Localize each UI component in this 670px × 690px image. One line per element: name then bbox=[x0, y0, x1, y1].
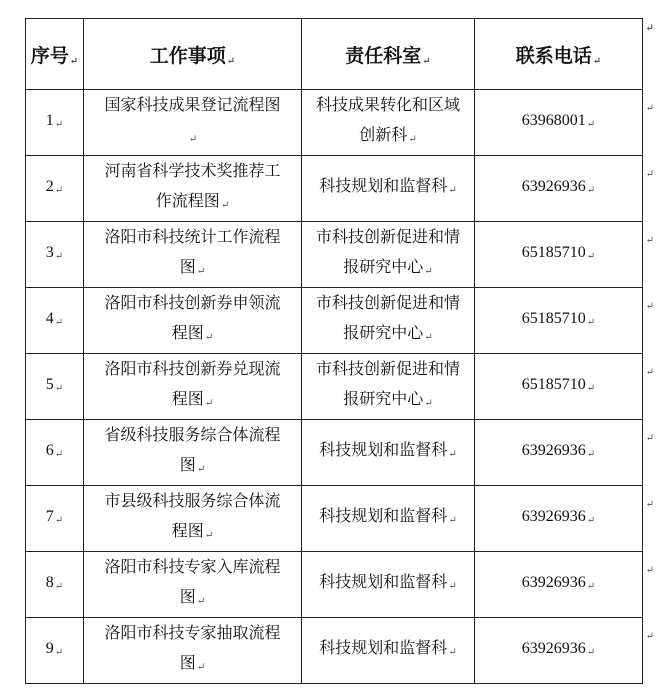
row-dept: 科技成果转化和区域创新科↵ bbox=[302, 90, 475, 156]
row-seq: 5↵ bbox=[26, 354, 84, 420]
row-seq: 2↵ bbox=[26, 156, 84, 222]
row-seq: 3↵ bbox=[26, 222, 84, 288]
row-item: 省级科技服务综合体流程图↵ bbox=[84, 420, 302, 486]
row-dept: 科技规划和监督科↵ bbox=[302, 618, 475, 684]
row-item: 河南省科学技术奖推荐工作流程图↵ bbox=[84, 156, 302, 222]
row-item: 洛阳市科技创新券兑现流程图↵ bbox=[84, 354, 302, 420]
table-row bbox=[26, 156, 643, 222]
row-item: 洛阳市科技统计工作流程图↵ bbox=[84, 222, 302, 288]
row-dept: 市科技创新促进和情报研究中心↵ bbox=[302, 222, 475, 288]
header-phone: 联系电话↵ ↵ bbox=[475, 19, 643, 90]
row-phone: 63968001↵ ↵ bbox=[475, 90, 643, 156]
row-seq: 1↵ bbox=[26, 90, 84, 156]
header-dept: 责任科室↵ bbox=[302, 19, 475, 90]
table-row bbox=[26, 486, 643, 552]
row-item: 洛阳市科技专家入库流程图↵ bbox=[84, 552, 302, 618]
table-row bbox=[26, 552, 643, 618]
row-dept: 科技规划和监督科↵ bbox=[302, 420, 475, 486]
contact-table bbox=[25, 18, 654, 684]
row-dept: 科技规划和监督科↵ bbox=[302, 156, 475, 222]
row-seq: 7↵ bbox=[26, 486, 84, 552]
row-phone: 63926936↵ ↵ bbox=[475, 552, 643, 618]
row-seq: 8↵ bbox=[26, 552, 84, 618]
header-seq: 序号↵ bbox=[26, 19, 84, 90]
row-dept: 科技规划和监督科↵ bbox=[302, 552, 475, 618]
table-row bbox=[26, 618, 643, 684]
table-row bbox=[26, 288, 643, 354]
row-phone: 65185710↵ ↵ bbox=[475, 288, 643, 354]
row-phone: 65185710↵ ↵ bbox=[475, 222, 643, 288]
row-phone: 63926936↵ ↵ bbox=[475, 618, 643, 684]
row-phone: 63926936↵ ↵ bbox=[475, 156, 643, 222]
row-phone: 63926936↵ ↵ bbox=[475, 420, 643, 486]
row-phone: 63926936↵ ↵ bbox=[475, 486, 643, 552]
row-dept: 科技规划和监督科↵ bbox=[302, 486, 475, 552]
row-seq: 9↵ bbox=[26, 618, 84, 684]
row-seq: 6↵ bbox=[26, 420, 84, 486]
row-item: 市县级科技服务综合体流程图↵ bbox=[84, 486, 302, 552]
table-header-row bbox=[26, 19, 643, 90]
row-dept: 市科技创新促进和情报研究中心↵ bbox=[302, 354, 475, 420]
row-item: 国家科技成果登记流程图↵ bbox=[84, 90, 302, 156]
row-item: 洛阳市科技专家抽取流程图↵ bbox=[84, 618, 302, 684]
table-row bbox=[26, 90, 643, 156]
row-dept: 市科技创新促进和情报研究中心↵ bbox=[302, 288, 475, 354]
row-phone: 65185710↵ ↵ bbox=[475, 354, 643, 420]
table-row bbox=[26, 354, 643, 420]
row-seq: 4↵ bbox=[26, 288, 84, 354]
table-row bbox=[26, 222, 643, 288]
row-item: 洛阳市科技创新券申领流程图↵ bbox=[84, 288, 302, 354]
table-row bbox=[26, 420, 643, 486]
header-item: 工作事项↵ bbox=[84, 19, 302, 90]
